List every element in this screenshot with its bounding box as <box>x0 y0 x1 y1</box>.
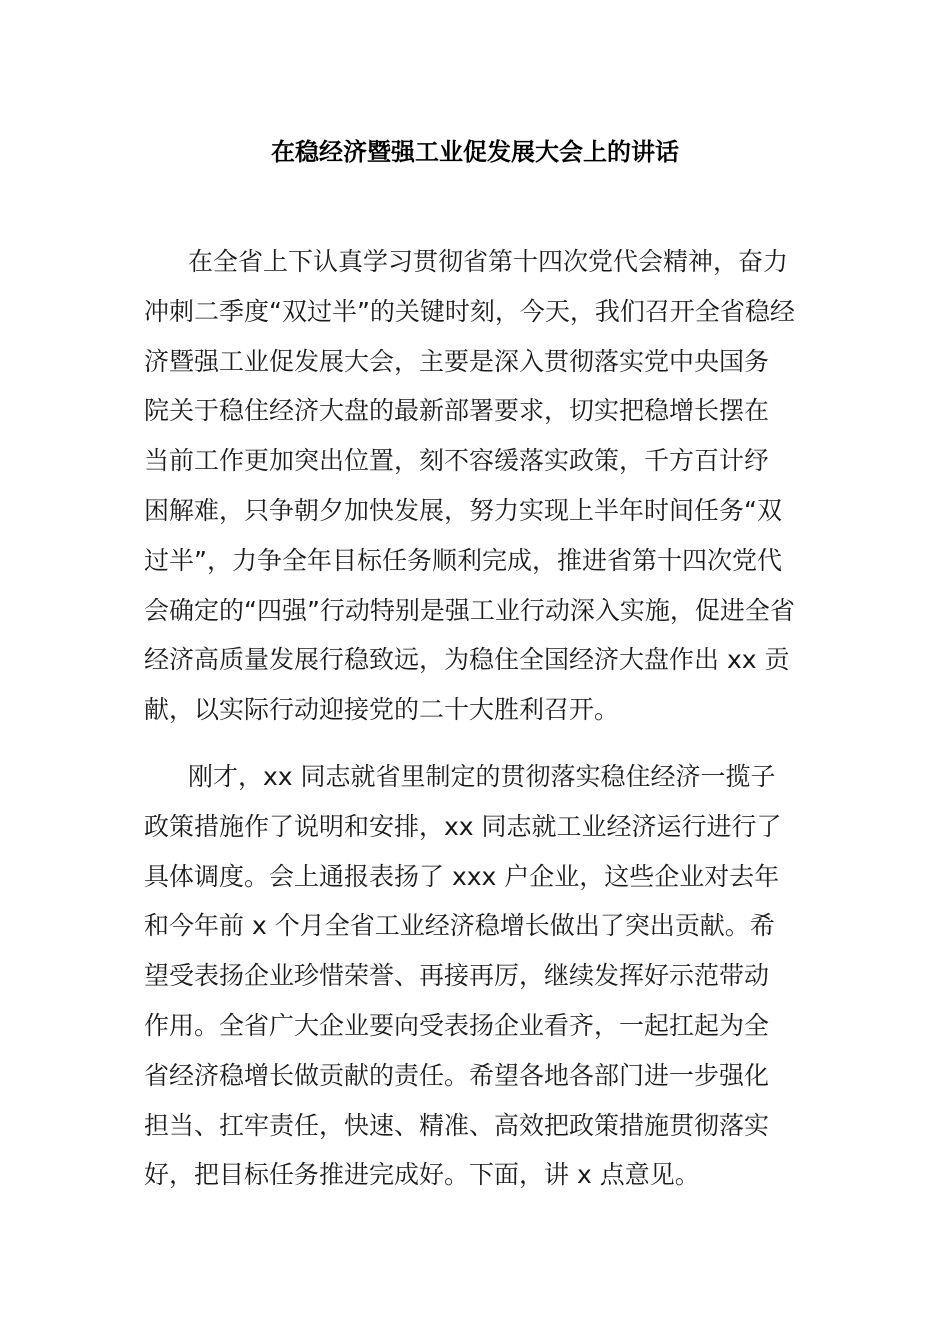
paragraph-line: 和今年前 x 个月全省工业经济稳增长做出了突出贡献。希 <box>144 911 775 941</box>
paragraph-line: 经济高质量发展行稳致远，为稳住全国经济大盘作出 xx 贡 <box>144 645 790 675</box>
paragraph-line: 省经济稳增长做贡献的责任。希望各地各部门进一步强化 <box>144 1060 770 1090</box>
paragraph-2 <box>144 752 804 1200</box>
paragraph-line: 过半”，力争全年目标任务顺利完成，推进省第十四次党代 <box>144 545 782 575</box>
paragraph-line: 具体调度。会上通报表扬了 xxx 户企业，这些企业对去年 <box>144 861 780 891</box>
document-title: 在稳经济暨强工业促发展大会上的讲话 <box>271 138 679 166</box>
paragraph-line: 在全省上下认真学习贯彻省第十四次党代会精神，奋力 <box>188 247 789 276</box>
paragraph-line: 担当、扛牢责任，快速、精准、高效把政策措施贯彻落实 <box>144 1110 770 1140</box>
paragraph-line: 院关于稳住经济大盘的最新部署要求，切实把稳增长摆在 <box>144 396 770 426</box>
paragraph-line: 望受表扬企业珍惜荣誉、再接再厉，继续发挥好示范带动 <box>144 961 770 991</box>
paragraph-line: 济暨强工业促发展大会，主要是深入贯彻落实党中央国务 <box>144 346 770 376</box>
paragraph-line: 当前工作更加突出位置，刻不容缓落实政策，千方百计纾 <box>144 446 770 476</box>
paragraph-line: 冲刺二季度“双过半”的关键时刻，今天，我们召开全省稳经 <box>144 296 795 326</box>
paragraph-1 <box>144 237 804 735</box>
paragraph-line: 好，把目标任务推进完成好。下面，讲 x 点意见。 <box>144 1160 700 1190</box>
paragraph-line: 困解难，只争朝夕加快发展，努力实现上半年时间任务“双 <box>144 495 782 525</box>
paragraph-line: 政策措施作了说明和安排，xx 同志就工业经济运行进行了 <box>144 811 782 841</box>
paragraph-line: 会确定的“四强”行动特别是强工业行动深入实施，促进全省 <box>144 595 795 625</box>
paragraph-line: 献，以实际行动迎接党的二十大胜利召开。 <box>144 695 620 725</box>
paragraph-line: 刚才，xx 同志就省里制定的贯彻落实稳住经济一揽子 <box>188 762 776 791</box>
paragraph-line: 作用。全省广大企业要向受表扬企业看齐，一起扛起为全 <box>144 1010 770 1040</box>
